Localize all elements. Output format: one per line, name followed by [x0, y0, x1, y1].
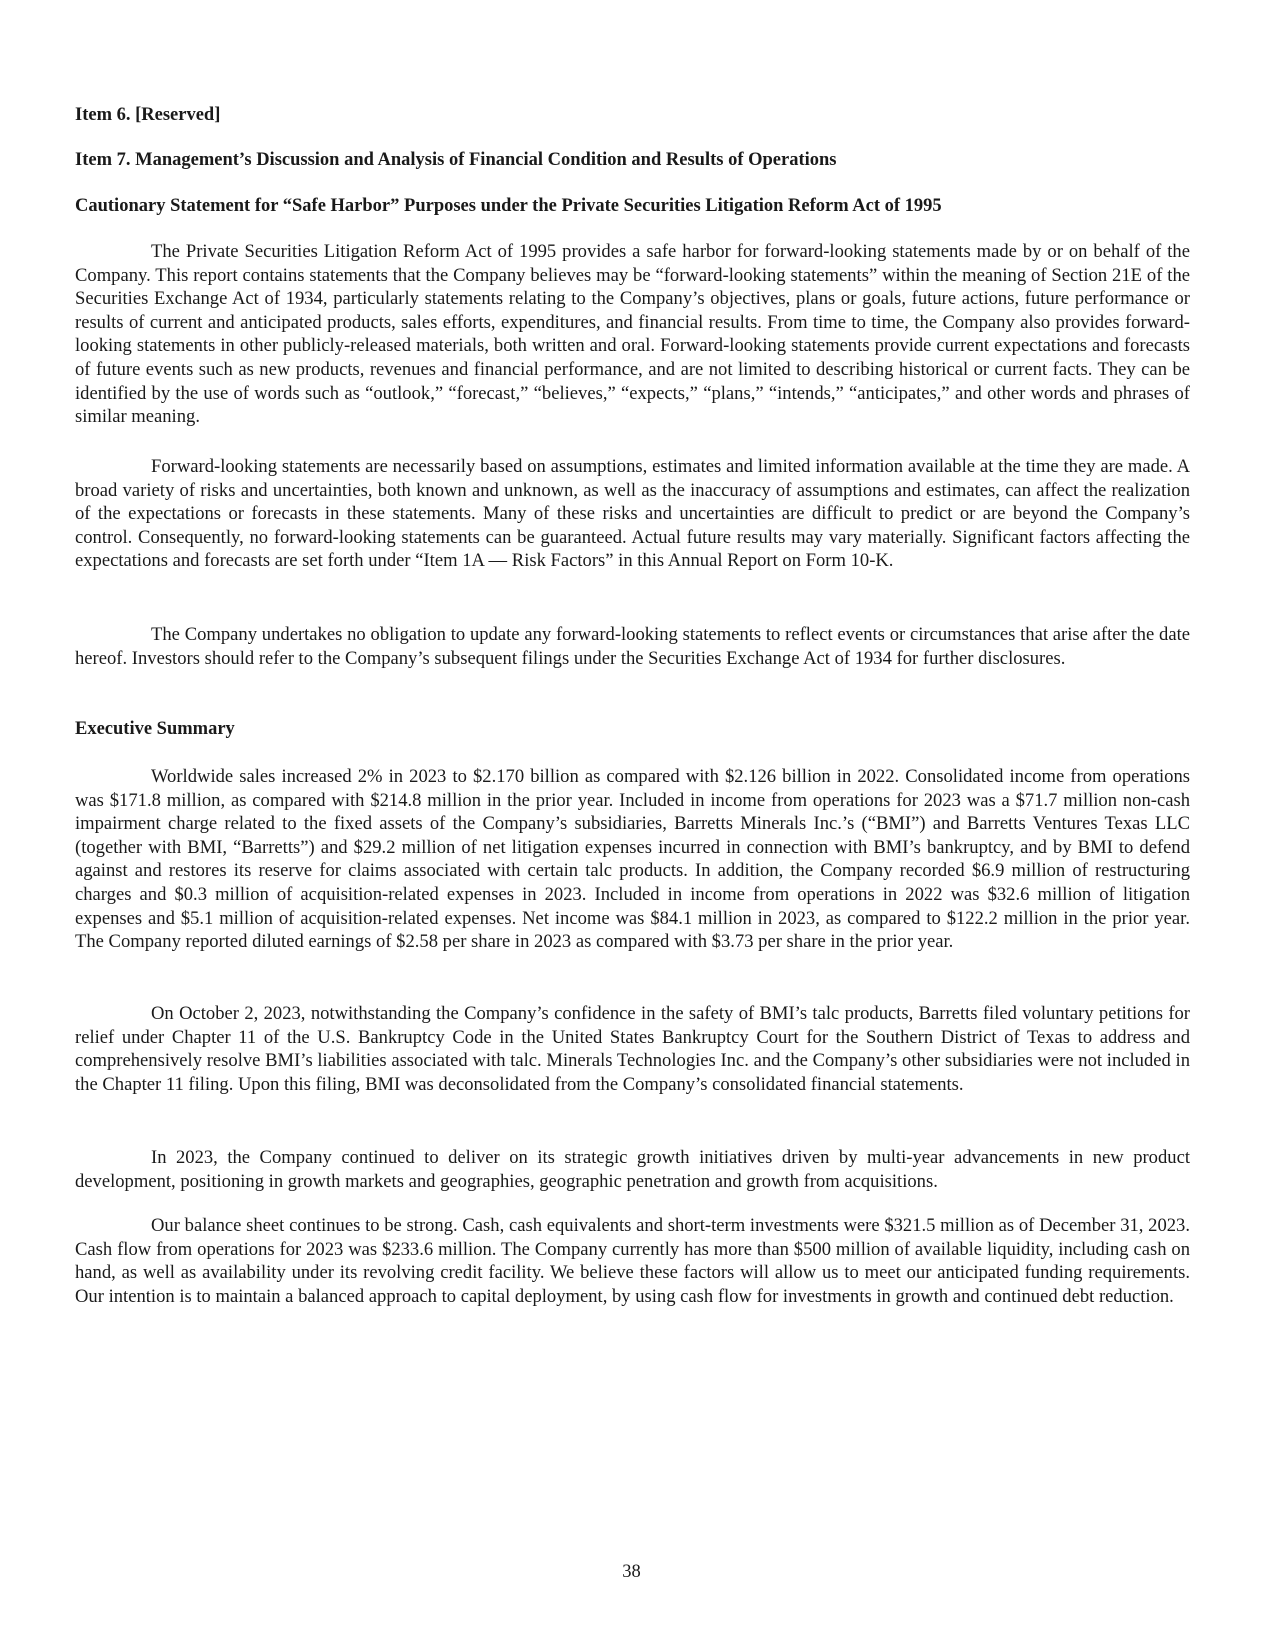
- worldwide-sales-paragraph: Worldwide sales increased 2% in 2023 to $2.170 billion as compared with $2.126 billion in 2022. Consolidated income from operations was $171.8 million, as compared with $214.8 million in the prior year. Included in income from operations for 2023 was a $71.7 million non-cash impairment charge related to the fixed assets of the Company’s subsidiaries, Barretts Minerals Inc.’s (“BMI”) and Barretts Ventures Texas LLC (together with BMI, “Barretts”) and $29.2 million of net litigation expenses incurred in connection with BMI’s bankruptcy, and by BMI to defend against and restores its reserve for claims associated with certain talc products. In addition, the Company recorded $6.9 million of restructuring charges and $0.3 million of acquisition-related expenses in 2023. Included in income from operations in 2022 was $32.6 million of litigation expenses and $5.1 million of acquisition-related expenses. Net income was $84.1 million in 2023, as compared to $122.2 million in the prior year. The Company reported diluted earnings of $2.58 per share in 2023 as compared with $3.73 per share in the prior year.: [75, 766, 1190, 953]
- safe-harbor-paragraph: The Private Securities Litigation Reform Act of 1995 provides a safe harbor for forward-looking statements made by or on behalf of the Company. This report contains statements that the Company believes may be “forward-looking statements” within the meaning of Section 21E of the Securities Exchange Act of 1934, particularly statements relating to the Company’s objectives, plans or goals, future actions, future performance or results of current and anticipated products, sales efforts, expenditures, and financial results. From time to time, the Company also provides forward-looking statements in other publicly-released materials, both written and oral. Forward-looking statements provide current expectations and forecasts of future events such as new products, revenues and financial performance, and are not limited to describing historical or current facts. They can be identified by the use of words such as “outlook,” “forecast,” “believes,” “expects,” “plans,” “intends,” “anticipates,” and other words and phrases of similar meaning.: [75, 241, 1190, 428]
- forward-looking-assumptions-paragraph: Forward-looking statements are necessarily based on assumptions, estimates and limited information available at the time they are made. A broad variety of risks and uncertainties, both known and unknown, as well as the inaccuracy of assumptions and estimates, can affect the realization of the expectations or forecasts in these statements. Many of these risks and uncertainties are difficult to predict or are beyond the Company’s control. Consequently, no forward-looking statements can be guaranteed. Actual future results may vary materially. Significant factors affecting the expectations and forecasts are set forth under “Item 1A — Risk Factors” in this Annual Report on Form 10-K.: [75, 456, 1190, 572]
- item-6-heading: Item 6. [Reserved]: [75, 105, 221, 125]
- chapter-11-paragraph: On October 2, 2023, notwithstanding the Company’s confidence in the safety of BMI’s talc products, Barretts filed voluntary petitions for relief under Chapter 11 of the U.S. Bankruptcy Code in the United States Bankruptcy Court for the Southern District of Texas to address and comprehensively resolve BMI’s liabilities associated with talc. Minerals Technologies Inc. and the Company’s other subsidiaries were not included in the Chapter 11 filing. Upon this filing, BMI was deconsolidated from the Company’s consolidated financial statements.: [75, 1003, 1190, 1095]
- balance-sheet-paragraph: Our balance sheet continues to be strong. Cash, cash equivalents and short-term investments were $321.5 million as of December 31, 2023. Cash flow from operations for 2023 was $233.6 million. The Company currently has more than $500 million of available liquidity, including cash on hand, as well as availability under its revolving credit facility. We believe these factors will allow us to meet our anticipated funding requirements. Our intention is to maintain a balanced approach to capital deployment, by using cash flow for investments in growth and continued debt reduction.: [75, 1215, 1190, 1307]
- item-7-heading: Item 7. Management’s Discussion and Analysis of Financial Condition and Results of Operations: [75, 150, 837, 170]
- cautionary-statement-heading: Cautionary Statement for “Safe Harbor” Purposes under the Private Securities Litigation Reform Act of 1995: [75, 196, 942, 216]
- growth-initiatives-paragraph: In 2023, the Company continued to deliver on its strategic growth initiatives driven by multi-year advancements in new product development, positioning in growth markets and geographies, geographic penetration and growth from acquisitions.: [75, 1147, 1190, 1192]
- executive-summary-heading: Executive Summary: [75, 719, 235, 739]
- no-obligation-paragraph: The Company undertakes no obligation to update any forward-looking statements to reflect events or circumstances that arise after the date hereof. Investors should refer to the Company’s subsequent filings under the Securities Exchange Act of 1934 for further disclosures.: [75, 624, 1190, 669]
- page-number: 38: [622, 1562, 641, 1582]
